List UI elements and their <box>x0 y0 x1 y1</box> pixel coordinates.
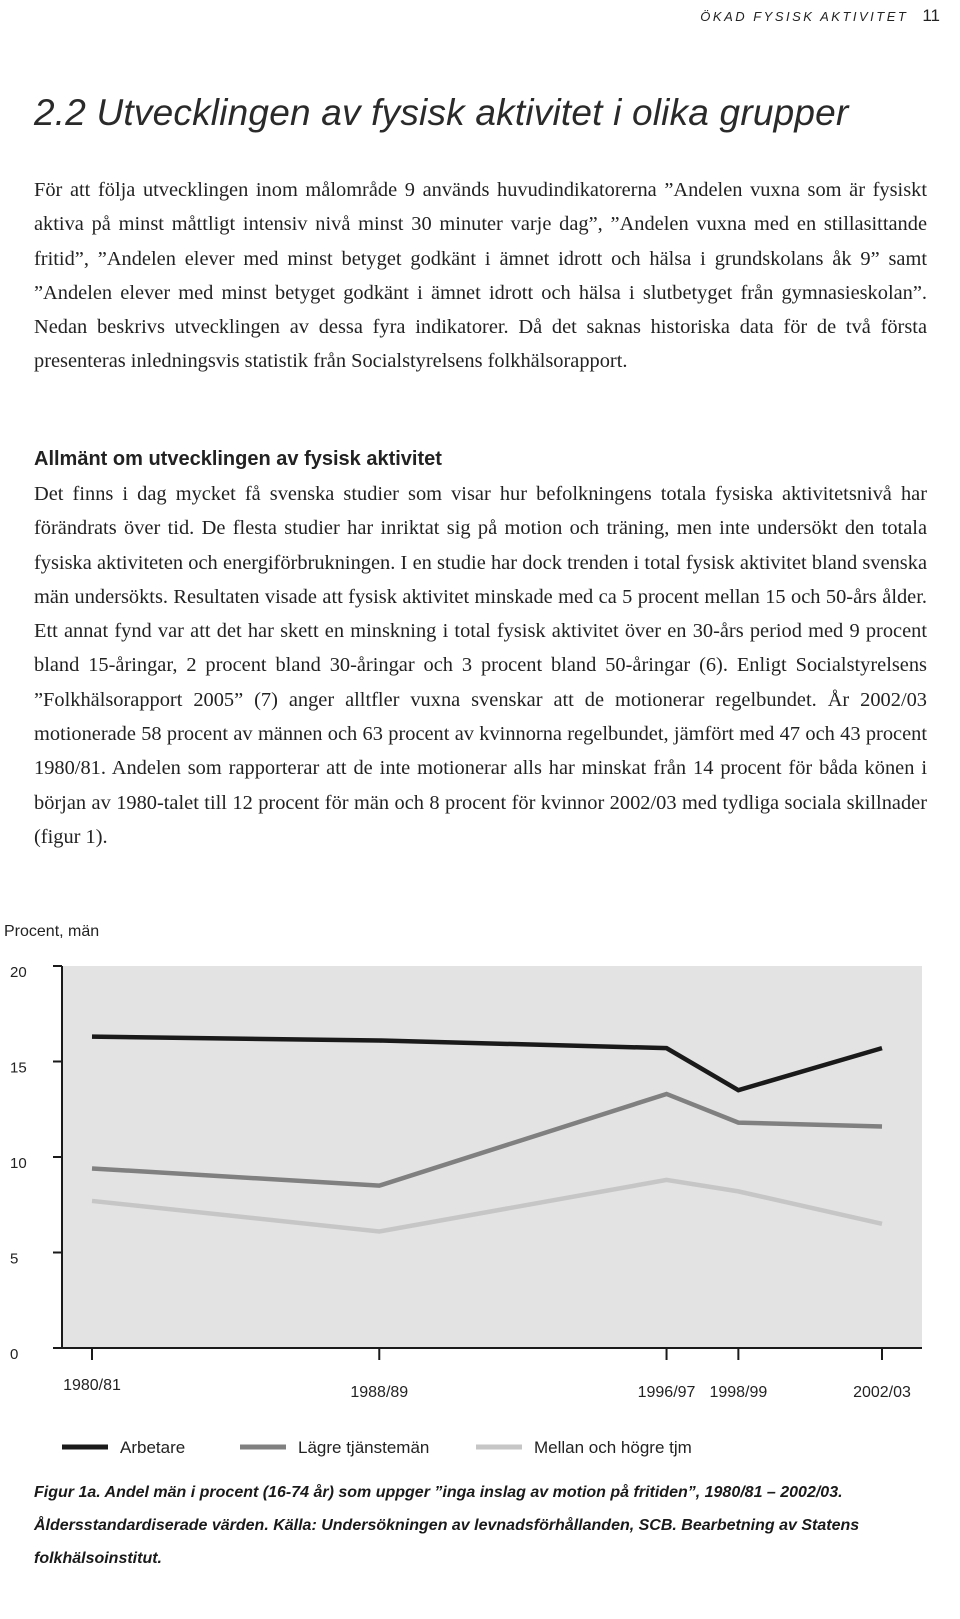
line-chart <box>0 910 960 1470</box>
y-tick-label: 15 <box>10 1059 27 1077</box>
legend-label: Lägre tjänstemän <box>298 1438 430 1457</box>
page-number: 11 <box>922 6 940 25</box>
x-tick-label: 1980/81 <box>63 1377 121 1394</box>
intro-paragraph: För att följa utvecklingen inom målområde 9 används huvudindikatorerna ”Andelen vuxna som är fysiskt aktiva på minst måttligt intensiv nivå minst 30 minuter varje dag”, ”Andelen vuxna med en stillasittande fritid”, ”Andelen elever med minst betyget godkänt i ämnet idrott och hälsa i grundskolans åk 9” samt ”Andelen elever med minst betyget godkänt i ämnet idrott och hälsa i slutbetyget från gymnasieskolan”. Nedan beskrivs utvecklingen av dessa fyra indikatorer. Då det saknas historiska data för de två första presenteras inledningsvis statistik från Socialstyrelsens folkhälsorapport. <box>34 179 927 373</box>
section-title: 2.2 Utvecklingen av fysisk aktivitet i olika grupper <box>34 92 849 133</box>
subheading: Allmänt om utvecklingen av fysisk aktivitet <box>34 448 442 470</box>
caption-line-1: Figur 1a. Andel män i procent (16-74 år) som uppger ”inga inslag av motion på fritiden”, 1980/81 – 2002/03. <box>34 1484 843 1501</box>
x-tick-label: 2002/03 <box>853 1384 911 1401</box>
plot-background <box>62 966 922 1348</box>
body-paragraph: Det finns i dag mycket få svenska studier som visar hur befolkningens totala fysiska aktivitetsnivå har förändrats över tid. De flesta studier har inriktat sig på motion och träning, men inte undersökt den totala fysiska aktiviteten och energiförbrukningen. I en studie har dock trenden i total fysisk aktivitet bland svenska män undersökts. Resultaten visade att fysisk aktivitet minskade med ca 5 procent mellan 15 och 50-års ålder. Ett annat fynd var att det har skett en minskning i total fysisk aktivitet över en 30-års period med 9 procent bland 15-åringar, 2 procent bland 30-åringar och 3 procent bland 50-åringar (6). Enligt Socialstyrelsens ”Folkhälsorapport 2005” (7) anger alltfler vuxna svenskar att de motionerar regelbundet. År 2002/03 motionerade 58 procent av männen och 63 procent av kvinnorna regelbundet, jämfört med 47 och 43 procent 1980/81. Andelen som rapporterar att de inte motionerar alls har minskat från 14 procent för båda könen i början av 1980-talet till 12 procent för män och 8 procent för kvinnor 2002/03 med tydliga sociala skillnader (figur 1). <box>34 483 927 848</box>
y-tick-label: 5 <box>10 1250 19 1268</box>
caption-line-2: Åldersstandardiserade värden. Källa: Undersökningen av levnadsförhållanden, SCB. Bearbetning av Statens folkhälsoinstitut. <box>34 1517 860 1567</box>
y-axis-label: Procent, män <box>4 923 100 940</box>
running-title: ÖKAD FYSISK AKTIVITET <box>700 9 909 24</box>
y-tick-label: 10 <box>10 1155 27 1172</box>
running-header <box>700 6 940 26</box>
legend-label: Arbetare <box>120 1438 186 1457</box>
figure-caption <box>34 1476 914 1575</box>
legend-label: Mellan och högre tjm <box>534 1438 692 1457</box>
x-tick-label: 1988/89 <box>350 1384 409 1401</box>
x-tick-label: 1998/99 <box>709 1384 768 1401</box>
y-tick-label: 20 <box>10 964 27 981</box>
x-tick-label: 1996/97 <box>637 1384 696 1401</box>
y-tick-label: 0 <box>10 1346 19 1363</box>
